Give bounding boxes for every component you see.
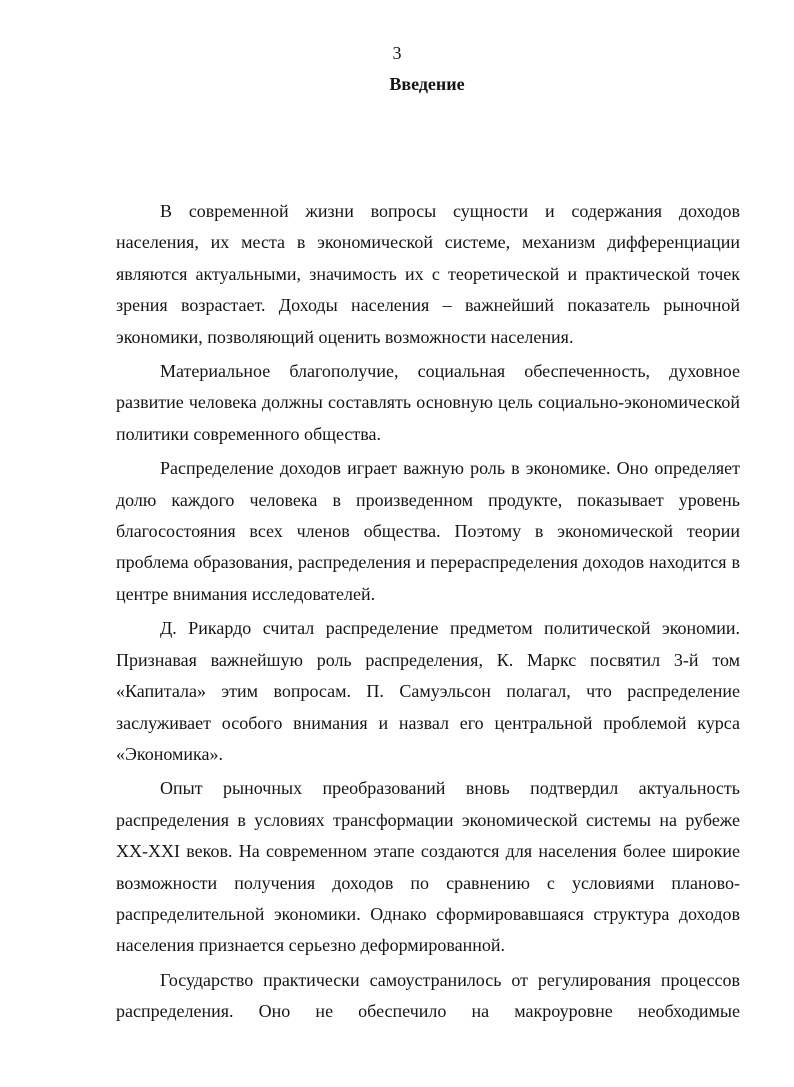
page-number: 3 — [392, 43, 402, 63]
body-text — [116, 196, 740, 1028]
section-heading: Введение — [389, 74, 465, 94]
paragraph: Материальное благополучие, социальная обеспеченность, духовное развитие человека должны составлять основную цель социально-экономической политики современного общества. — [116, 361, 740, 444]
paragraph: В современной жизни вопросы сущности и содержания доходов населения, их места в экономической системе, механизм дифференциации являются актуальными, значимость их с теоретической и практической точек зрения возрастает. Доходы населения – важнейший показатель рыночной экономики, позволяющий оценить возможности населения. — [116, 201, 740, 347]
paragraph: Опыт рыночных преобразований вновь подтвердил актуальность распределения в условиях трансформации экономической системы на рубеже XX-XXI веков. На современном этапе создаются для населения более широкие возможности получения доходов по сравнению с условиями планово-распределительной экономики. Однако сформировавшаяся структура доходов населения признается серьезно деформированной. — [116, 778, 740, 956]
paragraph: Государство практически самоустранилось от регулирования процессов распределения. Оно не обеспечило на макроуровне необходимые — [116, 969, 740, 1022]
paragraph: Распределение доходов играет важную роль в экономике. Оно определяет долю каждого человека в произведенном продукте, показывает уровень благосостояния всех членов общества. Поэтому в экономической теории проблема образования, распределения и перераспределения доходов находится в центре внимания исследователей. — [116, 458, 740, 604]
paragraph: Д. Рикардо считал распределение предметом политической экономии. Признавая важнейшую роль распределения, К. Маркс посвятил 3-й том «Капитала» этим вопросам. П. Самуэльсон полагал, что распределение заслуживает особого внимания и назвал его центральной проблемой курса «Экономика». — [116, 618, 740, 764]
